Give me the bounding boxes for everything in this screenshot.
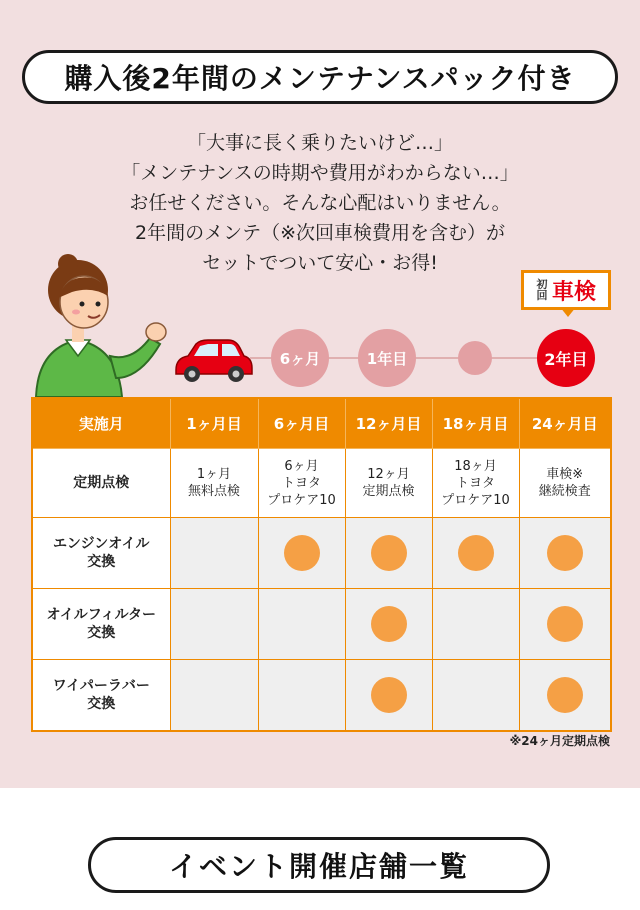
mark-cell: [258, 660, 345, 732]
cell-line: 継続検査: [538, 484, 591, 499]
mark-cell: [258, 589, 345, 660]
timeline-1-year: 1年目: [358, 329, 416, 387]
maintenance-schedule-table: [31, 397, 612, 732]
inspection-cell: [432, 449, 519, 518]
event-stores-heading: イベント開催店舗一覧: [88, 837, 550, 893]
mark-cell: [432, 518, 519, 589]
timeline-18-months-dot: [458, 341, 492, 375]
maintenance-dot-icon: [547, 677, 583, 713]
cell-line: 6ヶ月: [284, 458, 319, 474]
cell-line: 1ヶ月: [196, 467, 232, 482]
mark-cell: [432, 660, 519, 732]
mark-cell: [519, 589, 611, 660]
mark-cell: [519, 660, 611, 732]
table-row: [32, 449, 611, 518]
maintenance-dot-icon: [371, 535, 407, 571]
header-cell: 6ヶ月目: [258, 398, 345, 449]
inspection-cell: [258, 449, 345, 518]
header-cell: 実施月: [32, 398, 170, 449]
cell-line: 無料点検: [187, 484, 240, 499]
mark-cell: [345, 518, 432, 589]
intro-line: 「メンテナンスの時期や費用がわからない…」: [121, 162, 519, 184]
cell-line: プロケア10: [267, 492, 336, 508]
label-line: 交換: [87, 696, 116, 712]
mark-cell: [432, 589, 519, 660]
badge-label: 車検: [551, 279, 596, 305]
header-cell: 24ヶ月目: [519, 398, 611, 449]
intro-line: 2年間のメンテ（※次回車検費用を含む）が: [134, 222, 505, 244]
label-line: ワイパーラバー: [52, 678, 150, 694]
inspection-cell: [519, 449, 611, 518]
mark-cell: [345, 589, 432, 660]
timeline-6-months: 6ヶ月: [271, 329, 329, 387]
cell-line: プロケア10: [441, 492, 510, 508]
label-line: エンジンオイル: [52, 536, 150, 552]
timeline-2-year: 2年目: [537, 329, 595, 387]
maintenance-dot-icon: [547, 535, 583, 571]
maintenance-dot-icon: [547, 606, 583, 642]
label-line: オイルフィルター: [46, 607, 157, 623]
cell-line: 12ヶ月: [367, 467, 410, 482]
mark-cell: [170, 660, 258, 732]
label-line: 交換: [87, 625, 116, 641]
row-label: [32, 589, 170, 660]
badge-small-label: 初回: [536, 278, 548, 302]
cell-line: トヨタ: [281, 475, 321, 491]
table-row: [32, 518, 611, 589]
mark-cell: [345, 660, 432, 732]
cell-line: 18ヶ月: [454, 458, 497, 474]
header-cell: 18ヶ月目: [432, 398, 519, 449]
table-row: [32, 660, 611, 732]
maintenance-dot-icon: [284, 535, 320, 571]
mark-cell: [258, 518, 345, 589]
first-inspection-badge: [521, 270, 611, 310]
table-footnote: ※24ヶ月定期点検: [509, 734, 610, 748]
maintenance-dot-icon: [371, 606, 407, 642]
row-label: [32, 518, 170, 589]
header-cell: 12ヶ月目: [345, 398, 432, 449]
intro-line: セットでついて安心・お得!: [202, 252, 438, 274]
row-label: 定期点検: [32, 449, 170, 518]
mark-cell: [170, 589, 258, 660]
mark-cell: [519, 518, 611, 589]
cell-line: 車検※: [546, 467, 584, 482]
mark-cell: [170, 518, 258, 589]
section-title: 購入後2年間のメンテナンスパック付き: [22, 50, 618, 104]
maintenance-dot-icon: [458, 535, 494, 571]
maintenance-dot-icon: [371, 677, 407, 713]
woman-illustration: [22, 252, 172, 402]
table-header-row: [32, 398, 611, 449]
cell-line: トヨタ: [455, 475, 495, 491]
header-cell: 1ヶ月目: [170, 398, 258, 449]
inspection-cell: [170, 449, 258, 518]
cell-line: 定期点検: [362, 484, 415, 499]
inspection-cell: [345, 449, 432, 518]
table-row: [32, 589, 611, 660]
car-icon: [172, 336, 254, 384]
intro-line: お任せください。そんな心配はいりません。: [129, 192, 511, 214]
row-label: [32, 660, 170, 732]
label-line: 交換: [87, 554, 116, 570]
intro-line: 「大事に長く乗りたいけど…」: [186, 132, 453, 154]
